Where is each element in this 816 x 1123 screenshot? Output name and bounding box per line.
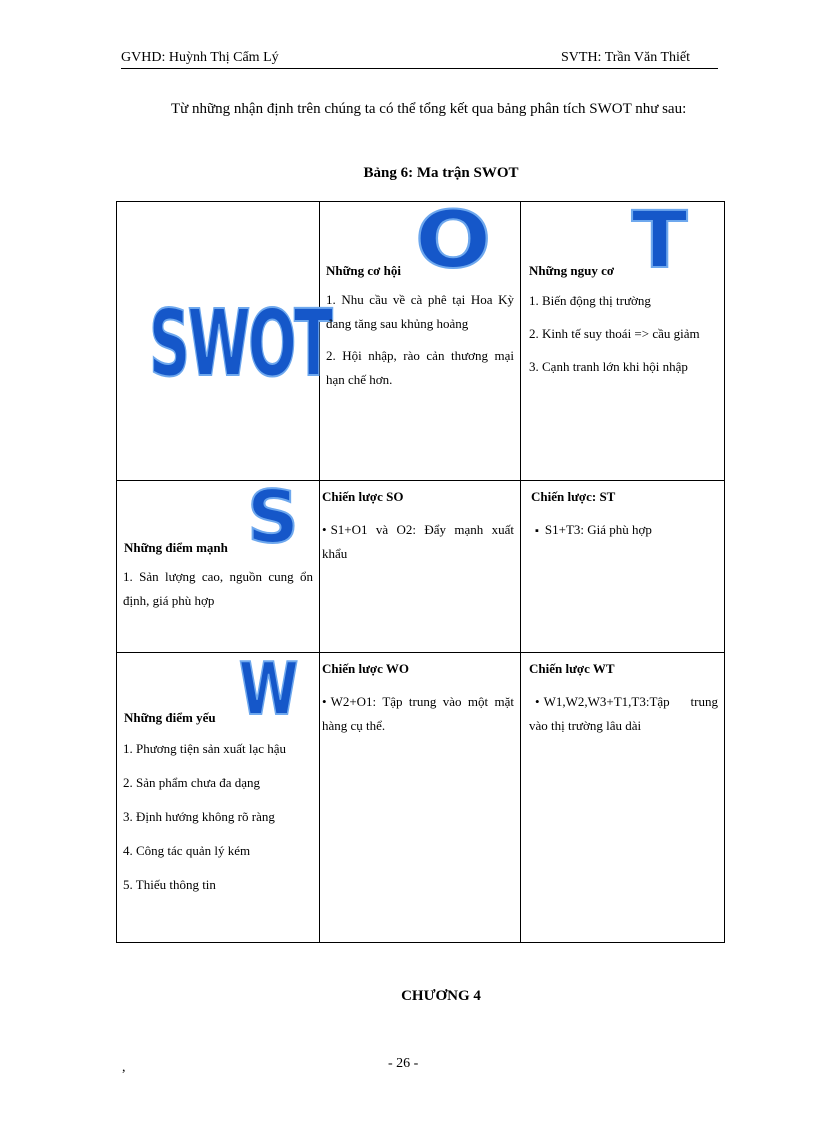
wt-heading: Chiến lược WT	[529, 661, 615, 676]
wt-strategy-cell	[521, 653, 725, 943]
swot-matrix	[116, 196, 725, 943]
opportunity-item: 1. Nhu cầu về cà phê tại Hoa Kỳ đang tăng sau khủng hoảng	[326, 292, 514, 331]
chapter-heading: CHƯƠNG 4	[401, 988, 481, 1004]
st-strategy-cell	[521, 481, 725, 653]
strengths-cell	[117, 475, 320, 653]
swot-logo: SWOT	[149, 290, 331, 397]
threats-heading: Những nguy cơ	[529, 263, 615, 278]
weakness-item: 1. Phương tiện sản xuất lạc hậu	[123, 741, 287, 756]
page-number: - 26 -	[388, 1056, 419, 1071]
so-strategy-cell	[320, 481, 521, 653]
wo-heading: Chiến lược WO	[322, 661, 409, 676]
swot-corner-cell	[117, 202, 331, 481]
weaknesses-cell	[117, 647, 320, 943]
strengths-heading: Những điểm mạnh	[124, 540, 228, 555]
page-header	[121, 50, 718, 69]
opportunities-cell	[320, 196, 521, 481]
weakness-item: 5. Thiếu thông tin	[123, 877, 216, 892]
header-instructor: GVHD: Huỳnh Thị Cẩm Lý	[121, 50, 279, 65]
opportunity-item: 2. Hội nhập, rào cản thương mại hạn chế hơn.	[326, 348, 514, 387]
wt-strategy-item: • W1,W2,W3+T1,T3:Tập trung vào thị trường lâu dài	[529, 690, 718, 738]
strength-item: 1. Sản lượng cao, nguồn cung ổn định, giá phù hợp	[123, 569, 313, 608]
threat-item: 1. Biến động thị trường	[529, 293, 651, 308]
weaknesses-heading: Những điểm yếu	[124, 710, 216, 725]
st-strategy-item: ▪ S1+T3: Giá phù hợp	[531, 518, 718, 543]
wo-strategy-cell	[320, 653, 521, 943]
threat-item: 2. Kinh tế suy thoái => cầu giảm	[529, 326, 700, 341]
weakness-item: 3. Định hướng không rõ ràng	[123, 809, 275, 824]
weakness-item: 4. Công tác quản lý kém	[123, 843, 251, 858]
wo-strategy-item: • W2+O1: Tập trung vào một mặt hàng cụ thể.	[322, 690, 514, 738]
t-letter-logo: T	[631, 196, 688, 286]
header-student: SVTH: Trần Văn Thiết	[561, 50, 690, 65]
so-strategy-item: • S1+O1 và O2: Đẩy mạnh xuất khẩu	[322, 518, 514, 566]
opportunities-heading: Những cơ hội	[326, 263, 401, 278]
threat-item: 3. Cạnh tranh lớn khi hội nhập	[529, 359, 688, 374]
intro-paragraph: Từ những nhận định trên chúng ta có thể tổng kết qua bảng phân tích SWOT như sau:	[171, 101, 687, 117]
st-heading: Chiến lược: ST	[531, 489, 616, 504]
weakness-item: 2. Sản phẩm chưa đa dạng	[123, 775, 261, 790]
footer-mark: ,	[122, 1060, 126, 1075]
w-letter-logo: W	[238, 647, 299, 731]
threats-cell	[521, 196, 725, 481]
o-letter-logo: O	[415, 196, 492, 286]
so-heading: Chiến lược SO	[322, 489, 404, 504]
s-letter-logo: S	[247, 475, 299, 559]
table-caption: Bảng 6: Ma trận SWOT	[363, 165, 519, 181]
